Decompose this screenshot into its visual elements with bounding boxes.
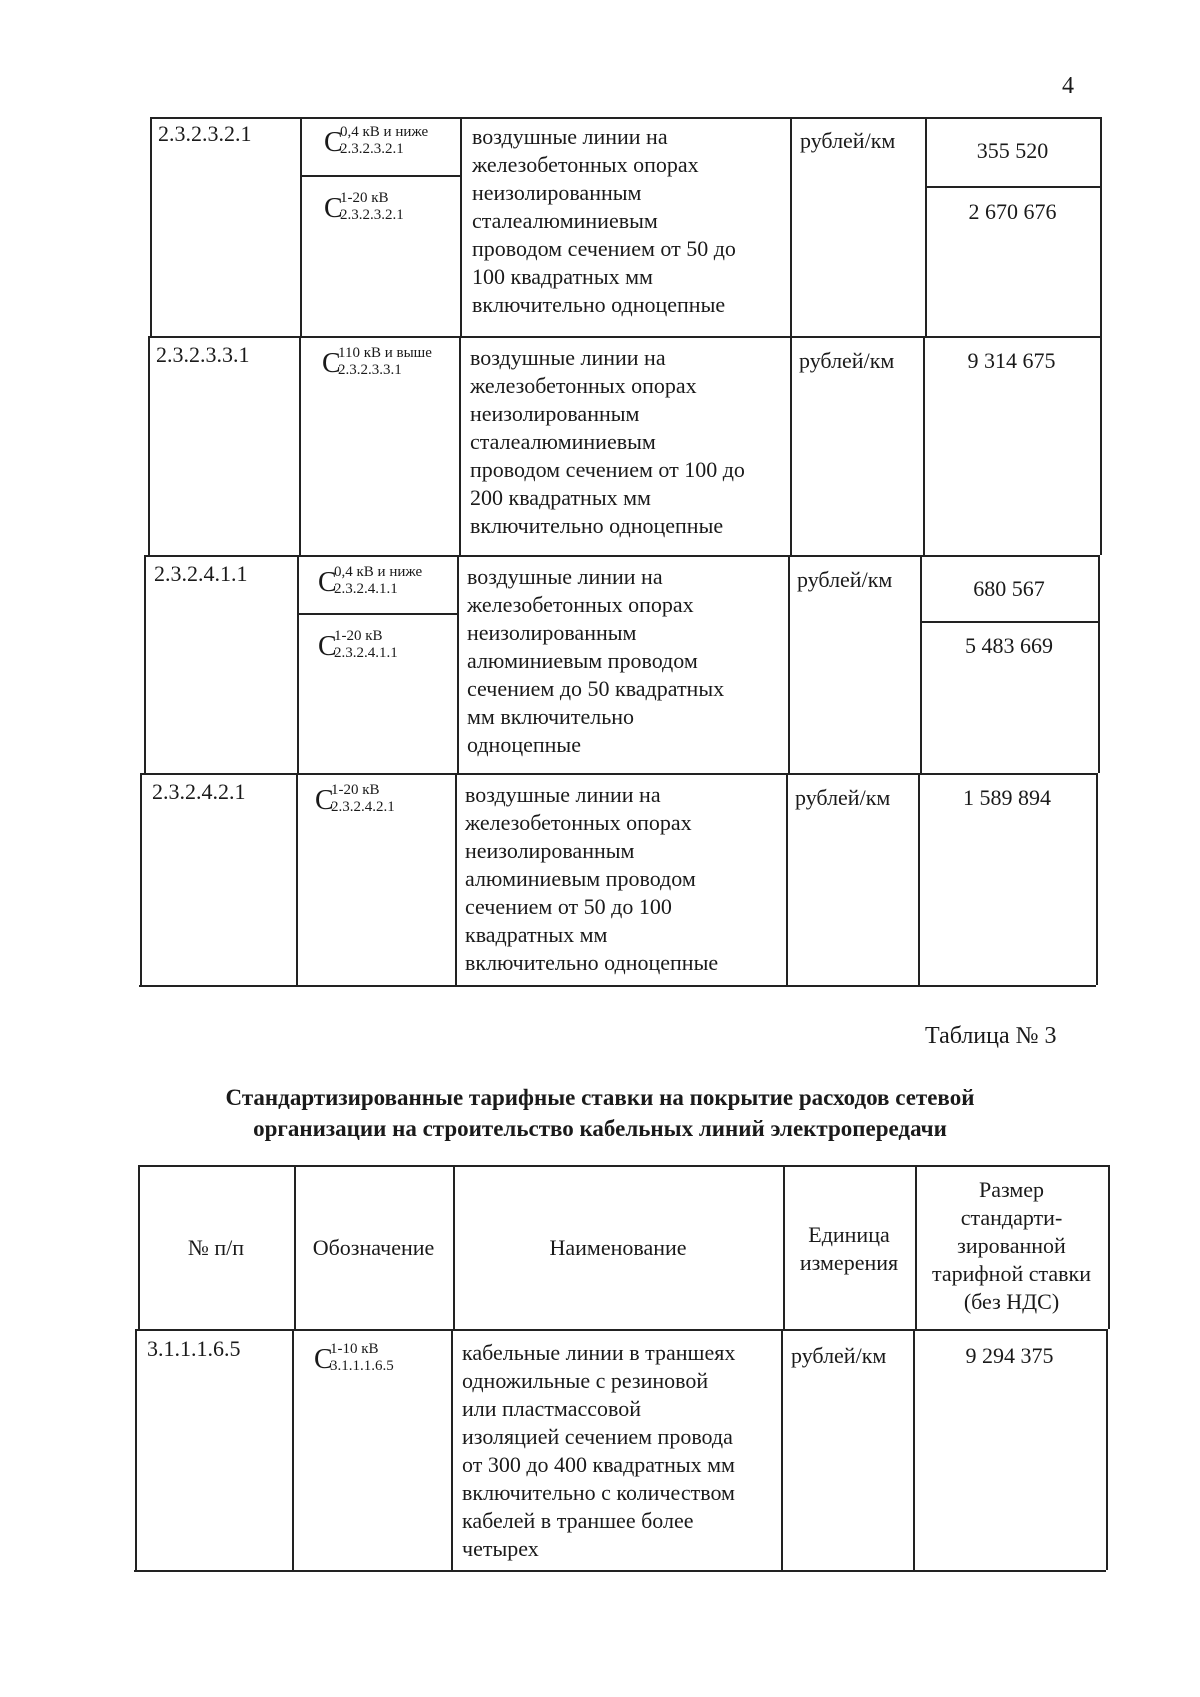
row-value: 9 314 675: [967, 348, 1056, 373]
row-unit: рублей/км: [795, 785, 891, 810]
table-border-line: [139, 985, 1096, 987]
row-value: 1 589 894: [963, 785, 1051, 810]
table-border-line: [136, 1329, 1108, 1331]
symbol-subscript: 2.3.2.4.1.1: [334, 581, 398, 597]
table-border-line: [1108, 1165, 1110, 1329]
row-unit: рублей/км: [797, 567, 893, 592]
header-number: № п/п: [187, 1235, 245, 1260]
table-border-line: [292, 1329, 294, 1570]
table-border-line: [148, 336, 150, 555]
row-unit: рублей/км: [799, 348, 895, 373]
row-description: кабельные линии в траншеях одножильные с резиновой или пластмассовой изоляцией сечением провода от 300 до 400 квадратных мм включительно с количеством кабелей в траншее более четырех: [462, 1340, 736, 1561]
symbol-subscript: 2.3.2.4.1.1: [334, 645, 398, 661]
table-border-line: [1096, 773, 1098, 985]
table-border-line: [1106, 1329, 1108, 1570]
table-border-line: [788, 555, 790, 773]
table-border-line: [142, 773, 1098, 775]
row-description: воздушные линии на железобетонных опорах неизолированным алюминиевым проводом сечением от 50 до 100 квадратных мм включительно одноцепные: [465, 782, 719, 975]
row-number: 2.3.2.3.3.1: [156, 342, 250, 367]
row-number: 2.3.2.4.2.1: [152, 779, 246, 804]
table-border-line: [459, 336, 461, 555]
row-value: 680 567: [973, 576, 1045, 601]
row-value: 5 483 669: [965, 633, 1053, 658]
symbol-subscript: 2.3.2.4.2.1: [331, 799, 395, 815]
page-number: 4: [1062, 73, 1074, 99]
table-border-line: [144, 555, 1098, 557]
rate-symbol: C 0,4 кВ и ниже 2.3.2.3.2.1: [324, 124, 429, 158]
row-value: 355 520: [976, 138, 1049, 163]
table-title-line-1: Стандартизированные тарифные ставки на покрытие расходов сетевой: [225, 1085, 975, 1110]
table-border-line: [786, 773, 788, 985]
rate-symbol: C 1-20 кВ 2.3.2.4.1.1: [318, 628, 398, 662]
table-border-line: [140, 773, 142, 985]
row-description: воздушные линии на железобетонных опорах неизолированным сталеалюминиевым проводом сечением от 100 до 200 квадратных мм включительно одноцепные: [470, 345, 745, 538]
table-border-line: [1100, 336, 1102, 555]
table-border-line: [299, 336, 301, 555]
symbol-superscript: 1-20 кВ: [340, 190, 389, 206]
row-value: 2 670 676: [968, 199, 1057, 224]
table-border-line: [297, 555, 299, 773]
header-symbol: Обозначение: [312, 1235, 435, 1260]
header-name: Наименование: [549, 1235, 687, 1260]
table-border-line: [150, 117, 1100, 119]
row-number: 2.3.2.4.1.1: [154, 561, 248, 586]
row-description: воздушные линии на железобетонных опорах неизолированным алюминиевым проводом сечением до 50 квадратных мм включительно одноцепные: [467, 564, 725, 757]
row-number: 3.1.1.1.6.5: [147, 1336, 241, 1361]
symbol-superscript: 0,4 кВ и ниже: [334, 564, 423, 580]
table-border-line: [148, 336, 1100, 338]
row-unit: рублей/км: [800, 128, 896, 153]
rate-symbol: C 1-10 кВ 3.1.1.1.6.5: [314, 1341, 394, 1375]
rate-symbol: C 1-20 кВ 2.3.2.3.2.1: [324, 190, 404, 224]
symbol-superscript: 1-10 кВ: [330, 1341, 379, 1357]
row-description: воздушные линии на железобетонных опорах неизолированным сталеалюминиевым проводом сечением от 50 до 100 квадратных мм включительно одноцепные: [472, 124, 736, 317]
symbol-superscript: 1-20 кВ: [334, 628, 383, 644]
row-number: 2.3.2.3.2.1: [158, 121, 252, 146]
table-border-line: [135, 1329, 137, 1570]
table-caption: Таблица № 3: [925, 1023, 1057, 1049]
table-border-line: [451, 1329, 453, 1570]
table-border-line: [297, 613, 457, 615]
table-border-line: [1098, 555, 1100, 773]
rate-symbol: C 0,4 кВ и ниже 2.3.2.4.1.1: [318, 564, 423, 598]
symbol-subscript: 2.3.2.3.2.1: [340, 141, 404, 157]
table-border-line: [457, 555, 459, 773]
table-border-line: [460, 117, 462, 336]
table-border-line: [790, 117, 792, 336]
table-border-line: [920, 621, 1098, 623]
header-unit: Единица измерения: [799, 1222, 899, 1275]
symbol-subscript: 2.3.2.3.3.1: [338, 362, 402, 378]
row-unit: рублей/км: [791, 1343, 887, 1368]
table-border-line: [1100, 117, 1102, 336]
table-title-line-2: организации на строительство кабельных линий электропередачи: [253, 1116, 947, 1141]
symbol-superscript: 0,4 кВ и ниже: [340, 124, 429, 140]
table-border-line: [790, 336, 792, 555]
rate-symbol: C 110 кВ и выше 2.3.2.3.3.1: [322, 345, 432, 379]
table-border-line: [134, 1570, 1106, 1572]
table-border-line: [296, 773, 298, 985]
row-value: 9 294 375: [965, 1343, 1054, 1368]
header-rate: Размер стандарти- зированной тарифной ставки (без НДС): [932, 1177, 1091, 1314]
table-border-line: [144, 555, 146, 773]
table-border-line: [925, 186, 1100, 188]
rate-symbol: C 1-20 кВ 2.3.2.4.2.1: [315, 782, 395, 816]
symbol-subscript: 2.3.2.3.2.1: [340, 207, 404, 223]
table-border-line: [138, 1165, 1108, 1167]
table-border-line: [300, 117, 302, 336]
table-border-line: [300, 175, 460, 177]
symbol-subscript: 3.1.1.1.6.5: [330, 1358, 394, 1374]
symbol-superscript: 1-20 кВ: [331, 782, 380, 798]
table-border-line: [150, 117, 152, 336]
symbol-superscript: 110 кВ и выше: [338, 345, 432, 361]
table-border-line: [455, 773, 457, 985]
